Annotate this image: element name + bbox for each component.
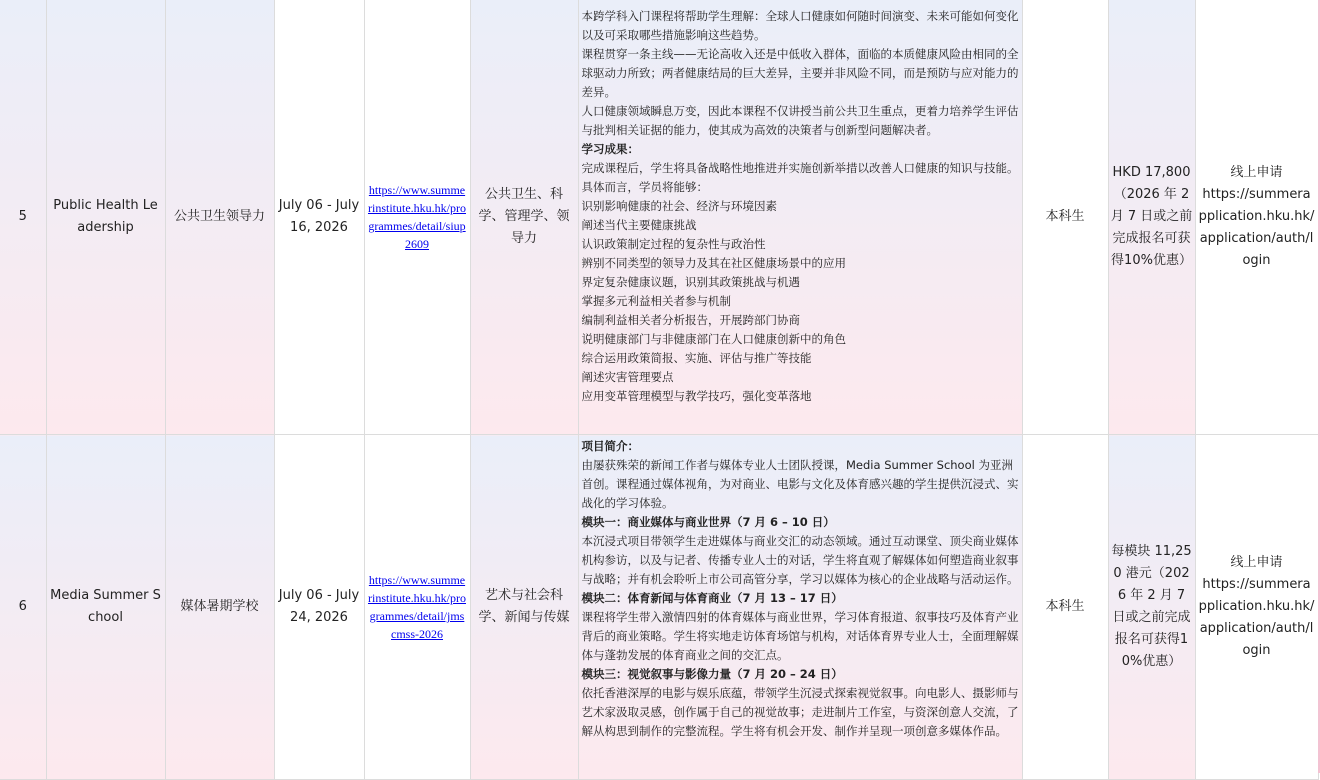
desc-paragraph: 由屡获殊荣的新闻工作者与媒体专业人士团队授课，Media Summer School 为亚洲首创。课程通过媒体视角，为对商业、电影与文化及体育感兴趣的学生提供沉浸式、实战化的学习体验。 [581, 458, 1019, 510]
programme-name-en: Media Summer School [46, 435, 165, 780]
programme-name-zh: 媒体暑期学校 [165, 435, 274, 780]
desc-paragraph: 本沉浸式项目带领学生走进媒体与商业交汇的动态领域。通过互动课堂、顶尖商业媒体机构参访，以及与记者、传播专业人士的对话，学生将直观了解媒体如何塑造商业叙事与战略；并有机会聆听上市公司高管分享，学习以媒体为核心的企业战略与活动运作。 [581, 534, 1019, 586]
application-info [1195, 435, 1318, 780]
programme-discipline: 艺术与社会科学、新闻与传媒 [470, 435, 578, 780]
desc-heading: 项目简介： [581, 439, 639, 453]
desc-paragraph: 完成课程后，学生将具备战略性地推进并实施创新举措以改善人口健康的知识与技能。具体而言，学员将能够： [581, 161, 1019, 194]
programme-discipline: 公共卫生、科学、管理学、领导力 [470, 0, 578, 435]
desc-outcome-item: 界定复杂健康议题，识别其政策挑战与机遇 [581, 275, 800, 289]
desc-outcome-item: 认识政策制定过程的复杂性与政治性 [581, 237, 766, 251]
application-url: https://summerapplication.hku.hk/application/auth/login [1198, 577, 1315, 658]
application-info [1195, 0, 1318, 435]
desc-paragraph: 人口健康领域瞬息万变，因此本课程不仅讲授当前公共卫生重点，更着力培养学生评估与批判相关证据的能力，使其成为高效的决策者与创新型问题解决者。 [581, 104, 1019, 137]
application-method: 线上申请 [1230, 165, 1283, 180]
programme-description [578, 0, 1022, 435]
target-level: 本科生 [1022, 0, 1108, 435]
application-method: 线上申请 [1230, 555, 1283, 570]
programme-dates: July 06 - July 24, 2026 [274, 435, 364, 780]
desc-heading: 模块三：视觉叙事与影像力量（7 月 20 – 24 日） [581, 667, 843, 681]
application-url: https://summerapplication.hku.hk/application/auth/login [1198, 187, 1315, 268]
desc-outcome-item: 编制利益相关者分析报告，开展跨部门协商 [581, 313, 800, 327]
target-level: 本科生 [1022, 435, 1108, 780]
desc-outcome-item: 阐述当代主要健康挑战 [581, 218, 697, 232]
programme-link[interactable]: https://www.summerinstitute.hku.hk/programmes/detail/siup2609 [368, 183, 466, 251]
row-number: 6 [0, 435, 46, 780]
desc-outcome-item: 说明健康部门与非健康部门在人口健康创新中的角色 [581, 332, 846, 346]
desc-paragraph: 课程贯穿一条主线——无论高收入还是中低收入群体，面临的本质健康风险由相同的全球驱动力所致；两者健康结局的巨大差异，主要并非风险不同，而是预防与应对能力的差异。 [581, 47, 1019, 99]
desc-paragraph: 依托香港深厚的电影与娱乐底蕴，带领学生沉浸式探索视觉叙事。向电影人、摄影师与艺术家汲取灵感，创作属于自己的视觉故事；走进制片工作室，与资深创意人交流，了解从构思到制作的完整流程。学生将有机会开发、制作并呈现一项创意多媒体作品。 [581, 686, 1019, 738]
programme-link-cell [364, 435, 470, 780]
programme-link-cell [364, 0, 470, 435]
desc-outcome-item: 阐述灾害管理要点 [581, 370, 674, 384]
desc-paragraph: 本跨学科入门课程将帮助学生理解：全球人口健康如何随时间演变、未来可能如何变化以及可采取哪些措施影响这些趋势。 [581, 9, 1019, 42]
desc-heading: 学习成果： [581, 142, 639, 156]
programme-link[interactable]: https://www.summerinstitute.hku.hk/programmes/detail/jmscmss-2026 [368, 573, 466, 641]
programme-fee: 每模块 11,250 港元（2026 年 2 月 7 日或之前完成报名可获得10%优惠） [1108, 435, 1195, 780]
desc-outcome-item: 掌握多元利益相关者参与机制 [581, 294, 731, 308]
row-number: 5 [0, 0, 46, 435]
programme-dates: July 06 - July 16, 2026 [274, 0, 364, 435]
programme-name-en: Public Health Leadership [46, 0, 165, 435]
desc-heading: 模块一：商业媒体与商业世界（7 月 6 – 10 日） [581, 515, 835, 529]
desc-outcome-item: 应用变革管理模型与教学技巧，强化变革落地 [581, 389, 812, 403]
desc-paragraph: 课程将学生带入激情四射的体育媒体与商业世界，学习体育报道、叙事技巧及体育产业背后的商业策略。学生将实地走访体育场馆与机构，对话体育界专业人士，全面理解媒体与蓬勃发展的体育商业之间的交汇点。 [581, 610, 1019, 662]
table-row [0, 435, 1318, 780]
desc-outcome-item: 综合运用政策简报、实施、评估与推广等技能 [581, 351, 812, 365]
desc-outcome-item: 辨别不同类型的领导力及其在社区健康场景中的应用 [581, 256, 846, 270]
programme-fee: HKD 17,800（2026 年 2 月 7 日或之前完成报名可获得10%优惠） [1108, 0, 1195, 435]
desc-heading: 模块二：体育新闻与体育商业（7 月 13 – 17 日） [581, 591, 843, 605]
programme-name-zh: 公共卫生领导力 [165, 0, 274, 435]
programme-description [578, 435, 1022, 780]
desc-outcome-item: 识别影响健康的社会、经济与环境因素 [581, 199, 777, 213]
